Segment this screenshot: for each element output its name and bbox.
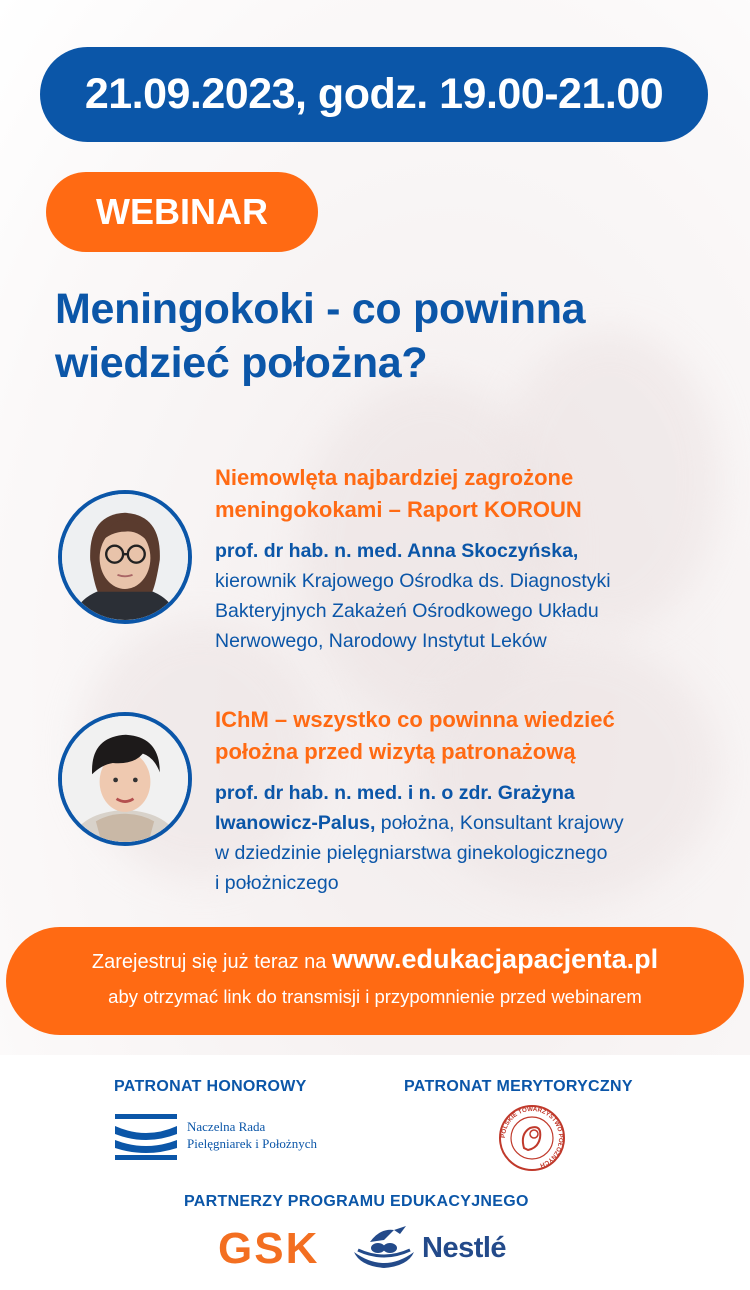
page-title <box>55 282 735 390</box>
speaker-name: Iwanowicz-Palus, <box>215 812 376 834</box>
title-line: Meningokoki - co powinna <box>55 285 586 333</box>
talk-title-line: Niemowlęta najbardziej zagrożone <box>215 465 574 490</box>
register-subtext: aby otrzymać link do transmisji i przypomnienie przed webinarem <box>108 986 642 1007</box>
speaker-name: prof. dr hab. n. med. Anna Skoczyńska, <box>215 540 579 562</box>
speaker-info <box>215 778 735 898</box>
nrpip-logo <box>115 1114 355 1162</box>
speaker-affiliation: położna, Konsultant krajowy <box>375 812 624 834</box>
nrpip-name-line: Pielęgniarek i Położnych <box>187 1136 317 1151</box>
speaker-affiliation: Nerwowego, Narodowy Instytut Leków <box>215 630 547 652</box>
talk-title-line: IChM – wszystko co powinna wiedzieć <box>215 707 615 732</box>
speaker-info <box>215 536 735 656</box>
speaker-name: prof. dr hab. n. med. i n. o zdr. Grażyna <box>215 782 575 804</box>
ptp-seal-icon <box>498 1104 566 1172</box>
ptp-logo <box>498 1104 566 1172</box>
talk-title-line: meningokokami – Raport KOROUN <box>215 497 582 522</box>
merit-patronage-label: PATRONAT MERYTORYCZNY <box>404 1078 633 1095</box>
webinar-badge: WEBINAR <box>46 172 318 252</box>
date-time-banner: 21.09.2023, godz. 19.00-21.00 <box>40 47 708 142</box>
register-url-link[interactable]: www.edukacjapacjenta.pl <box>332 944 659 974</box>
speaker-affiliation: kierownik Krajowego Ośrodka ds. Diagnostyki <box>215 570 611 592</box>
title-line: wiedzieć położna? <box>55 339 428 387</box>
nrpip-name-line: Naczelna Rada <box>187 1119 266 1134</box>
register-banner <box>6 927 744 1035</box>
speaker-photo-iwanowicz-palus <box>58 712 192 846</box>
speaker-photo-skoczynska <box>58 490 192 624</box>
talk-title <box>215 462 735 526</box>
ptp-seal-text: POLSKIE TOWARZYSTWO POŁOŻNYCH <box>499 1105 565 1169</box>
partners-label: PARTNERZY PROGRAMU EDUKACYJNEGO <box>184 1193 529 1210</box>
register-line <box>6 941 744 980</box>
nestle-nest-icon <box>348 1222 420 1276</box>
nrpip-waves-icon <box>115 1114 177 1160</box>
speaker-affiliation: Bakteryjnych Zakażeń Ośrodkowego Układu <box>215 600 599 622</box>
speaker-portrait-icon <box>62 716 188 842</box>
nrpip-name <box>187 1118 317 1152</box>
nestle-logo <box>348 1222 518 1276</box>
speaker-affiliation: w dziedzinie pielęgniarstwa ginekologicznego <box>215 842 608 864</box>
gsk-logo: GSK <box>218 1224 320 1273</box>
nestle-wordmark: Nestlé <box>422 1232 507 1264</box>
speaker-portrait-icon <box>62 494 188 620</box>
register-prefix: Zarejestruj się już teraz na <box>91 951 332 973</box>
talk-title-line: położna przed wizytą patronażową <box>215 739 576 764</box>
honorary-patronage-label: PATRONAT HONOROWY <box>114 1078 307 1095</box>
speaker-affiliation: i położniczego <box>215 872 339 894</box>
talk-title <box>215 704 735 768</box>
